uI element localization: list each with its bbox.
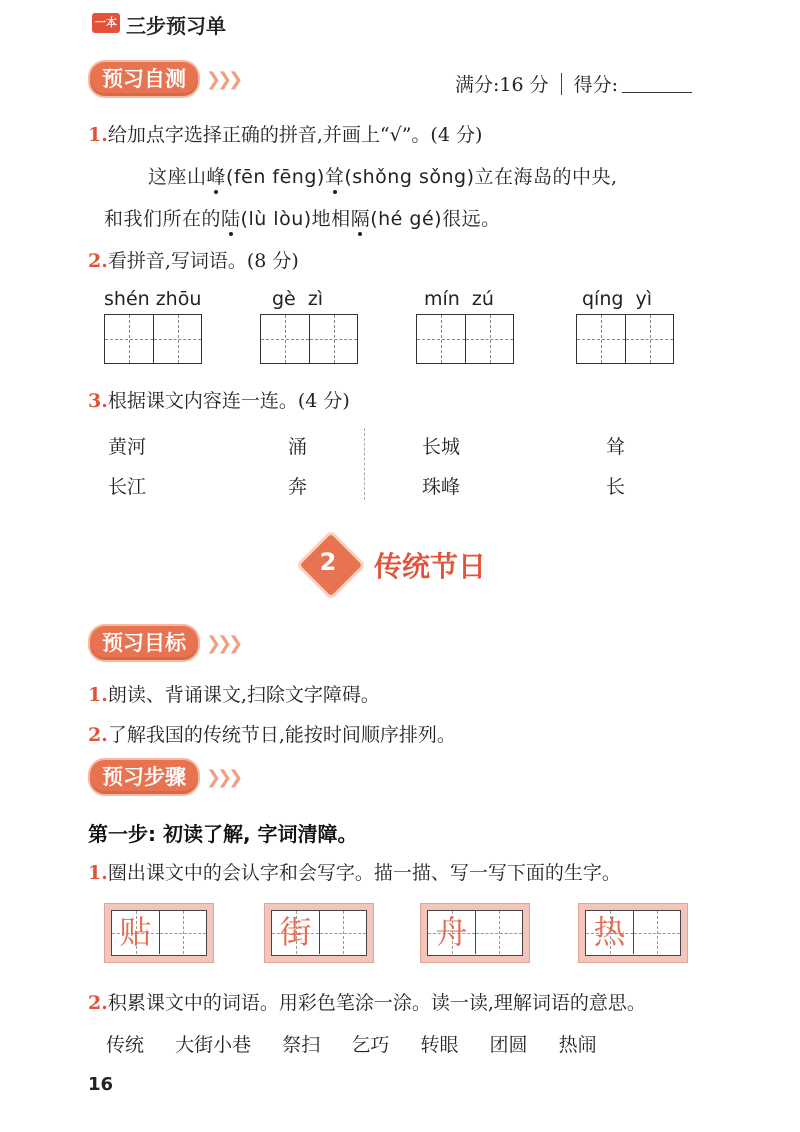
match-divider [364, 428, 365, 500]
chevrons-right-icon: ❯❯❯ [206, 632, 240, 654]
sentence-part: 地相 [311, 208, 351, 230]
trace-char: 舟 [435, 913, 468, 951]
pinyin-prompt-3: mín zú [424, 288, 494, 310]
char-practice-box-3[interactable] [420, 903, 530, 963]
goal-number: 1. [88, 684, 108, 706]
full-score: 满分:16 分 [455, 74, 549, 96]
dotted-char: 陆 [221, 208, 241, 230]
goal-text: 朗读、背诵课文,扫除文字障碍。 [107, 684, 380, 706]
trace-char: 热 [593, 913, 626, 951]
pinyin-choice[interactable]: (shǒng sǒng) [344, 166, 475, 188]
question-text: 给加点字选择正确的拼音,并画上“√”。(4 分) [107, 124, 483, 146]
dotted-char: 隔 [350, 208, 371, 230]
char-practice-box-2[interactable] [264, 903, 374, 963]
vocab-word[interactable]: 转眼 [420, 1034, 459, 1056]
match-item[interactable]: 珠峰 [422, 476, 461, 498]
pinyin-choice[interactable]: (fēn fēng) [226, 166, 325, 188]
brand-logo: 一本 [92, 13, 120, 33]
match-item[interactable]: 长城 [422, 436, 461, 458]
lesson-number: 2 [319, 548, 337, 576]
vocab-list [106, 1030, 623, 1057]
sentence-part: 和我们所在的 [104, 208, 222, 230]
char-practice-box-4[interactable] [578, 903, 688, 963]
writing-grid-4[interactable] [576, 314, 674, 364]
divider [561, 73, 562, 95]
match-item[interactable]: 长 [606, 476, 626, 498]
question-text: 看拼音,写词语。(8 分) [107, 250, 299, 272]
chevrons-right-icon: ❯❯❯ [206, 68, 240, 90]
score-input-line[interactable] [622, 74, 692, 93]
match-item[interactable]: 耸 [606, 436, 626, 458]
self-test-label: 预习自测 [88, 60, 200, 98]
dotted-char: 耸 [324, 166, 345, 188]
q1-sentence-line-2 [104, 204, 501, 231]
self-test-question-2 [88, 246, 299, 273]
vocab-word[interactable]: 大街小巷 [175, 1034, 252, 1056]
question-text: 圈出课文中的会认字和会写字。描一描、写一写下面的生字。 [107, 862, 621, 884]
question-number: 3. [88, 390, 108, 412]
match-item[interactable]: 黄河 [108, 436, 147, 458]
goal-text: 了解我国的传统节日,能按时间顺序排列。 [107, 724, 456, 746]
dotted-char: 峰 [206, 166, 227, 188]
sentence-part: 很远。 [442, 208, 501, 230]
vocab-word[interactable]: 祭扫 [282, 1034, 321, 1056]
pinyin-prompt-1: shén zhōu [104, 288, 202, 310]
steps-question-1 [88, 858, 621, 885]
self-test-question-1 [88, 120, 482, 147]
question-text: 积累课文中的词语。用彩色笔涂一涂。读一读,理解词语的意思。 [107, 992, 646, 1014]
steps-question-2 [88, 988, 646, 1015]
writing-grid-3[interactable] [416, 314, 514, 364]
match-item[interactable]: 涌 [288, 436, 308, 458]
match-item[interactable]: 奔 [288, 476, 308, 498]
question-number: 1. [88, 862, 108, 884]
self-test-question-3 [88, 386, 350, 413]
steps-label: 预习步骤 [88, 758, 200, 796]
vocab-word[interactable]: 传统 [106, 1034, 145, 1056]
chevrons-right-icon: ❯❯❯ [206, 766, 240, 788]
page-number: 16 [88, 1074, 114, 1095]
char-practice-box-1[interactable] [104, 903, 214, 963]
trace-char: 街 [279, 913, 312, 951]
goals-section-header [88, 624, 239, 662]
vocab-word[interactable]: 乞巧 [351, 1034, 390, 1056]
sentence-part: 这座山 [148, 166, 207, 188]
steps-section-header [88, 758, 239, 796]
pinyin-prompt-4: qíng yì [582, 288, 653, 310]
question-number: 2. [88, 250, 108, 272]
pinyin-prompt-2: gè zì [272, 288, 324, 310]
trace-char: 贴 [119, 913, 152, 951]
q1-sentence-line-1 [148, 162, 618, 189]
goal-item-2 [88, 720, 456, 747]
pinyin-choice[interactable]: (lù lòu) [240, 208, 312, 230]
pinyin-choice[interactable]: (hé gé) [370, 208, 443, 230]
question-number: 1. [88, 124, 108, 146]
writing-grid-2[interactable] [260, 314, 358, 364]
writing-grid-1[interactable] [104, 314, 202, 364]
sentence-part: 立在海岛的中央, [474, 166, 618, 188]
score-label: 得分: [573, 74, 619, 96]
question-text: 根据课文内容连一连。(4 分) [107, 390, 350, 412]
match-item[interactable]: 长江 [108, 476, 147, 498]
header-title: 三步预习单 [126, 14, 226, 38]
lesson-title: 传统节日 [374, 550, 487, 583]
goals-label: 预习目标 [88, 624, 200, 662]
question-number: 2. [88, 992, 108, 1014]
goal-number: 2. [88, 724, 108, 746]
step-1-title: 第一步: 初读了解, 字词清障。 [88, 822, 358, 846]
vocab-word[interactable]: 团圆 [489, 1034, 528, 1056]
score-area [455, 70, 692, 97]
vocab-word[interactable]: 热闹 [558, 1034, 597, 1056]
goal-item-1 [88, 680, 380, 707]
self-test-section-header [88, 60, 239, 98]
